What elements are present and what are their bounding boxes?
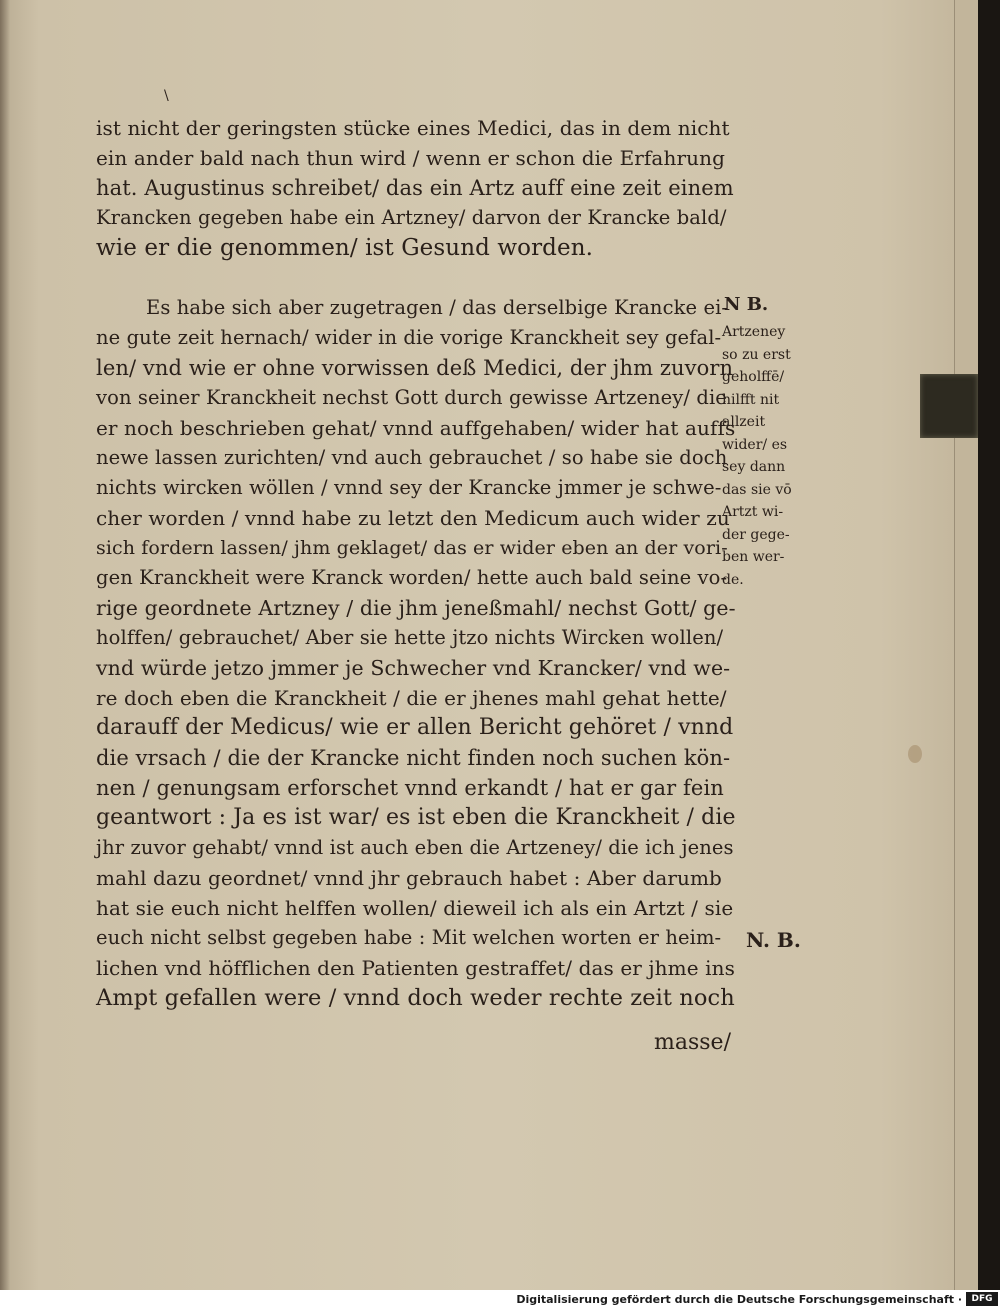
margin-mark-nb: N B. <box>724 294 769 315</box>
dfg-logo: DFG <box>966 1292 998 1306</box>
text-line: Es habe sich aber zugetragen / das derselbige Krancke ei- <box>146 296 729 319</box>
text-line: euch nicht selbst gegeben habe : Mit welchen worten er heim- <box>96 926 722 949</box>
catchword: masse/ <box>654 1030 731 1055</box>
text-line: ne gute zeit hernach/ wider in die vorige Kranckheit sey gefal- <box>96 326 722 349</box>
margin-note-line: geholffē/ <box>722 369 785 385</box>
text-line: holffen/ gebrauchet/ Aber sie hette jtzo nichts Wircken wollen/ <box>96 626 724 649</box>
text-line: gen Kranckheit were Kranck worden/ hette auch bald seine vo- <box>96 566 728 589</box>
text-line: die vrsach / die der Krancke nicht finden noch suchen kön- <box>96 746 731 770</box>
text-line: re doch eben die Kranckheit / die er jhenes mahl gehat hette/ <box>96 686 727 710</box>
margin-note-line: ben wer- <box>722 549 785 565</box>
text-line: nichts wircken wöllen / vnnd sey der Krancke jmmer je schwe- <box>96 476 722 499</box>
margin-mark-nb-2: N. B. <box>746 928 801 952</box>
margin-note-line: der gege- <box>722 526 790 543</box>
bookmark-tab <box>920 374 978 438</box>
text-line: er noch beschrieben gehat/ vnnd auffgehaben/ wider hat auffs <box>96 416 736 440</box>
text-line: jhr zuvor gehabt/ vnnd ist auch eben die Artzeney/ die ich jenes <box>96 836 734 859</box>
stain-spot <box>908 745 922 763</box>
text-line: geantwort : Ja es ist war/ es ist eben die Kranckheit / die <box>96 805 736 830</box>
text-line: len/ vnd wie er ohne vorwissen deß Medici, der jhm zuvorn <box>96 356 734 380</box>
text-line: ein ander bald nach thun wird / wenn er schon die Erfahrung <box>96 146 725 170</box>
text-line: cher worden / vnnd habe zu letzt den Medicum auch wider zu <box>96 506 730 530</box>
margin-note-line: das sie vō <box>722 481 792 498</box>
text-line: vnd würde jetzo jmmer je Schwecher vnd Krancker/ vnd we- <box>96 656 731 680</box>
text-line: lichen vnd höfflichen den Patienten gestraffet/ das er jhme ins <box>96 956 735 980</box>
margin-note-line: wider/ es <box>722 436 788 453</box>
text-line: darauff der Medicus/ wie er allen Bericht gehöret / vnnd <box>96 715 734 740</box>
text-line: Krancken gegeben habe ein Artzney/ darvon der Krancke bald/ <box>96 206 727 229</box>
footer-credit: Digitalisierung gefördert durch die Deutsche Forschungsgemeinschaft · <box>516 1293 962 1306</box>
margin-note-line: Artzeney <box>722 324 786 340</box>
margin-note-line: allzeit <box>722 414 766 430</box>
text-line: hat. Augustinus schreibet/ das ein Artz auff eine zeit einem <box>96 176 734 200</box>
margin-note-line: hilfft nit <box>722 391 780 408</box>
text-line: hat sie euch nicht helffen wollen/ dieweil ich als ein Artzt / sie <box>96 896 734 920</box>
text-line: ist nicht der geringsten stücke eines Medici, das in dem nicht <box>96 116 730 140</box>
margin-note-line: Artzt wi- <box>722 504 784 520</box>
margin-note-line: sey dann <box>722 459 786 475</box>
text-line: Ampt gefallen were / vnnd doch weder rechte zeit noch <box>96 985 735 1011</box>
text-line: sich fordern lassen/ jhm geklaget/ das er wider eben an der vori- <box>96 537 728 559</box>
text-line: wie er die genommen/ ist Gesund worden. <box>96 235 594 261</box>
text-line: newe lassen zurichten/ vnd auch gebrauchet / so habe sie doch <box>96 446 728 469</box>
margin-note-line: so zu erst <box>722 346 791 363</box>
page-edge <box>954 0 978 1290</box>
margin-note-line: de. <box>722 571 744 588</box>
text-line: von seiner Kranckheit nechst Gott durch gewisse Artzeney/ die <box>96 386 727 409</box>
text-line: nen / genungsam erforschet vnnd erkandt / hat er gar fein <box>96 776 724 800</box>
top-mark: \ <box>164 88 169 104</box>
text-line: rige geordnete Artzney / die jhm jeneßmahl/ nechst Gott/ ge- <box>96 596 736 620</box>
text-line: mahl dazu geordnet/ vnnd jhr gebrauch habet : Aber darumb <box>96 866 722 890</box>
